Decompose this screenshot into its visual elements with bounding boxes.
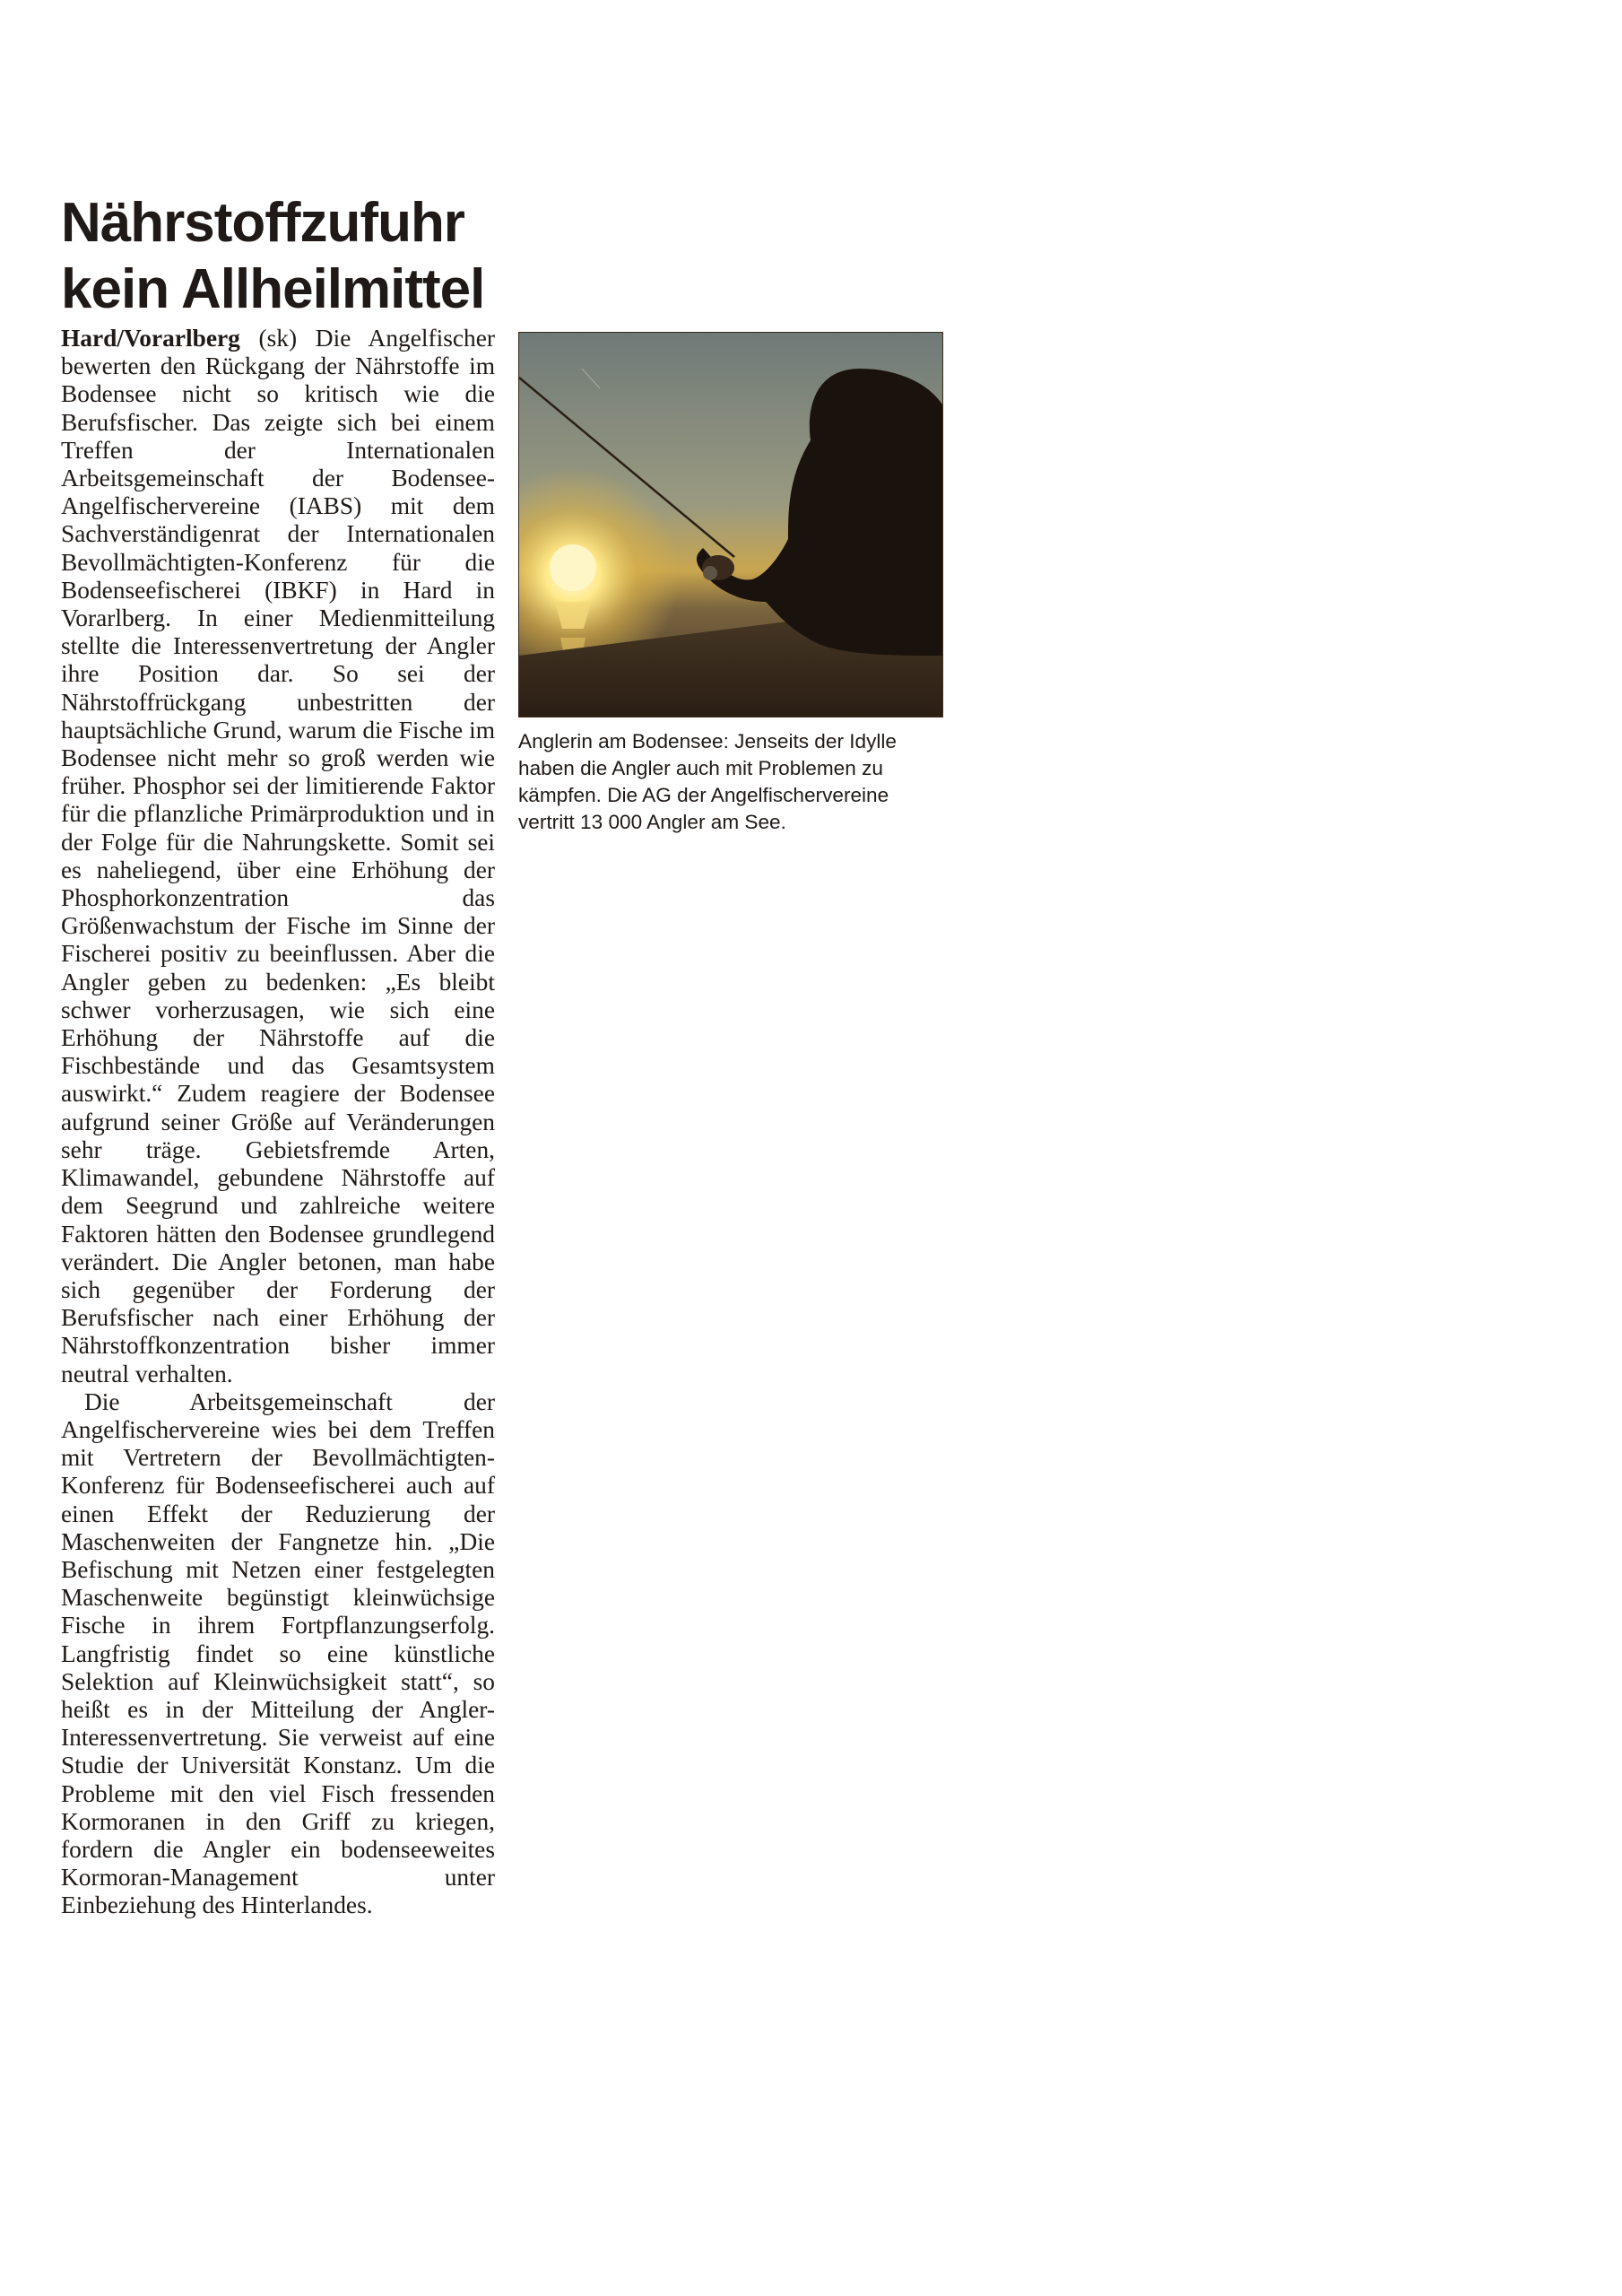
photo-caption: Anglerin am Bodensee: Jenseits der Idylle haben die Angler auch mit Problemen zu kämpfen. Die AG der Angelfischervereine vertritt 13 000 Angler am See. [518,730,897,833]
article-paragraph-2: Die Arbeitsgemeinschaft der Angelfischervereine wies bei dem Treffen mit Vertretern der Bevollmächtigten-Konferenz für Bodenseefischerei auch auf einen Effekt der Reduzierung der Maschenweiten der Fangnetze hin. „Die Befischung mit Netzen einer festgelegten Maschenweite begünstigt kleinwüchsige Fische in ihrem Fortpflanzungserfolg. Langfristig findet so eine künstliche Selektion auf Kleinwüchsigkeit statt“, so heißt es in der Mitteilung der Angler-Interessenvertretung. Sie verweist auf eine Studie der Universität Konstanz. Um die Probleme mit den viel Fisch fressenden Kormoranen in den Griff zu kriegen, fordern die Angler ein bodenseeweites Kormoran-Management unter Einbeziehung des Hinterlandes. [61,1387,495,1919]
headline-line-1: Nährstoffzufuhr [61,192,464,254]
headline-line-2: kein Allheilmittel [61,258,485,320]
angler-photo [518,332,943,718]
headline [61,190,689,323]
angler-sunset-illustration [519,333,942,717]
paragraph-1-text: (sk) Die Angelfischer bewerten den Rückgang der Nährstoffe im Bodensee nicht so kritisch wie die Berufsfischer. Das zeigte sich bei einem Treffen der Internationalen Arbeitsgemeinschaft der Bodensee-Angelfischervereine (IABS) mit dem Sachverständigenrat der Internationalen Bevollmächtigten-Konferenz für die Bodenseefischerei (IBKF) in Hard in Vorarlberg. In einer Medienmitteilung stellte die Interessenvertretung der Angler ihre Position dar. So sei der Nährstoffrückgang unbestritten der hauptsächliche Grund, warum die Fische im Bodensee nicht mehr so groß werden wie früher. Phosphor sei der limitierende Faktor für die pflanzliche Primärproduktion und in der Folge für die Nahrungskette. Somit sei es naheliegend, über eine Erhöhung der Phosphorkonzentration das Größenwachstum der Fische im Sinne der Fischerei positiv zu beeinflussen. Aber die Angler geben zu bedenken: „Es bleibt schwer vorherzusagen, wie sich eine Erhöhung der Nährstoffe auf die Fischbestände und das Gesamtsystem auswirkt.“ Zudem reagiere der Bodensee aufgrund seiner Größe auf Veränderungen sehr träge. Gebietsfremde Arten, Klimawandel, gebundene Nährstoffe auf dem Seegrund und zahlreiche weitere Faktoren hätten den Bodensee grundlegend verändert. Die Angler betonen, man habe sich gegenüber der Forderung der Berufsfischer nach einer Erhöhung der Nährstoffkonzentration bisher immer neutral verhalten. [61,325,495,1387]
dateline: Hard/Vorarlberg [61,325,240,352]
article-paragraph-1 [61,325,495,1388]
article-body [61,325,495,1920]
